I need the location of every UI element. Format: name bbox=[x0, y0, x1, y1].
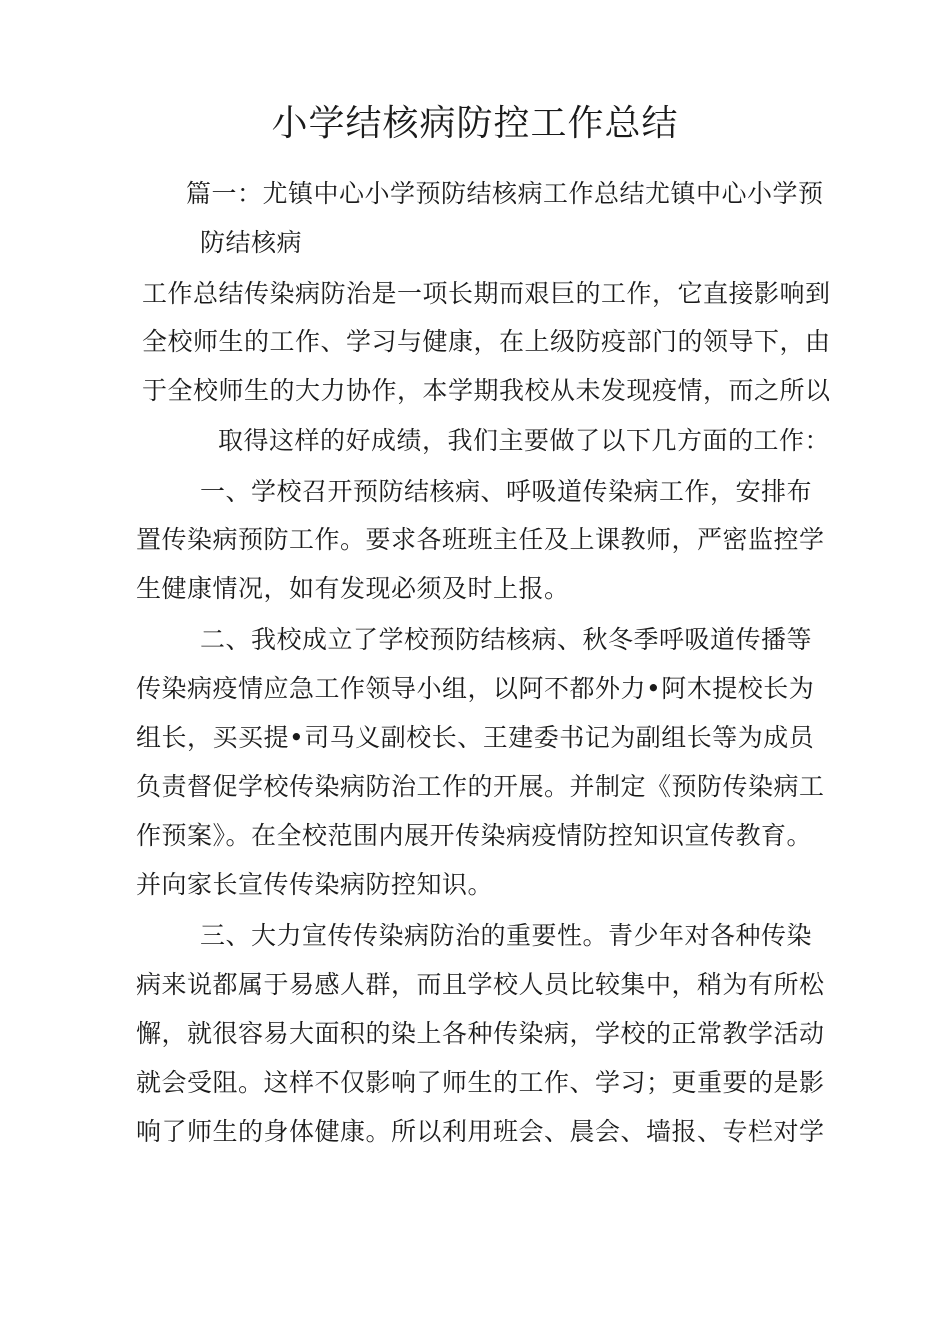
text-line: 懈，就很容易大面积的染上各种传染病，学校的正常教学活动 bbox=[136, 1019, 825, 1048]
text-line: 负责督促学校传染病防治工作的开展。并制定《预防传染病工 bbox=[136, 772, 825, 801]
text-line: 二、我校成立了学校预防结核病、秋冬季呼吸道传播等 bbox=[200, 625, 813, 654]
text-line: 一、学校召开预防结核病、呼吸道传染病工作，安排布 bbox=[200, 477, 813, 506]
text-line: 篇一：尤镇中心小学预防结核病工作总结尤镇中心小学预 bbox=[186, 179, 824, 208]
text-line: 作预案》。在全校范围内展开传染病疫情防控知识宣传教育。 bbox=[136, 821, 813, 850]
text-line: 响了师生的身体健康。所以利用班会、晨会、墙报、专栏对学 bbox=[136, 1117, 825, 1146]
text-line: 组长，买买提•司马义副校长、王建委书记为副组长等为成员 bbox=[136, 723, 815, 752]
text-line: 防结核病 bbox=[200, 228, 303, 257]
text-line: 置传染病预防工作。要求各班班主任及上课教师，严密监控学 bbox=[136, 525, 825, 554]
text-line: 就会受阻。这样不仅影响了师生的工作、学习；更重要的是影 bbox=[136, 1068, 825, 1097]
text-line: 工作总结传染病防治是一项长期而艰巨的工作，它直接影响到 bbox=[142, 279, 831, 308]
document-title: 小学结核病防控工作总结 bbox=[271, 103, 679, 144]
text-line: 并向家长宣传传染病防控知识。 bbox=[136, 870, 494, 899]
text-line: 取得这样的好成绩，我们主要做了以下几方面的工作： bbox=[218, 426, 831, 455]
text-line: 于全校师生的大力协作，本学期我校从未发现疫情，而之所以 bbox=[142, 376, 831, 405]
text-line: 生健康情况，如有发现必须及时上报。 bbox=[136, 574, 570, 603]
text-line: 病来说都属于易感人群，而且学校人员比较集中，稍为有所松 bbox=[136, 970, 825, 999]
text-line: 三、大力宣传传染病防治的重要性。青少年对各种传染 bbox=[200, 921, 813, 950]
text-line: 传染病疫情应急工作领导小组，以阿不都外力•阿木提校长为 bbox=[136, 674, 815, 703]
text-line: 全校师生的工作、学习与健康，在上级防疫部门的领导下，由 bbox=[142, 327, 831, 356]
